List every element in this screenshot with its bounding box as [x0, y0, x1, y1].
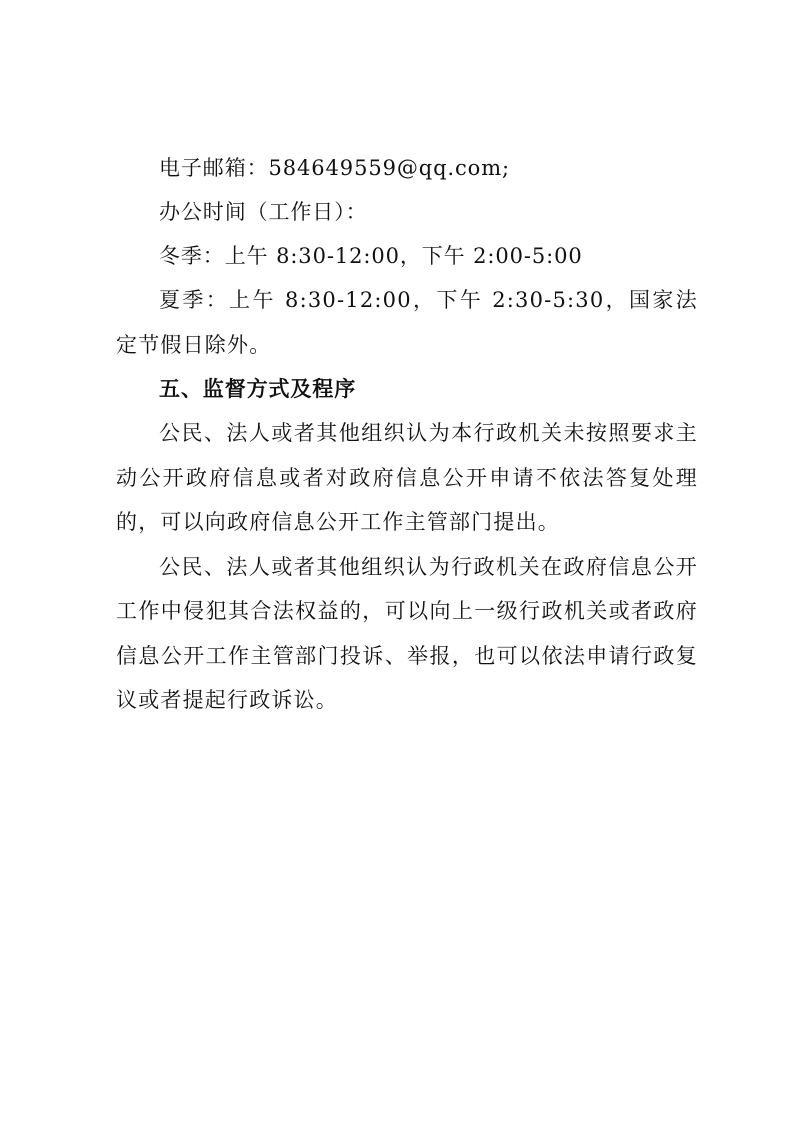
summer-hours: 夏季：上午 8:30-12:00，下午 2:30-5:30，国家法定节假日除外。: [116, 288, 698, 357]
office-hours-label: 办公时间（工作日）：: [159, 200, 368, 224]
winter-hours: 冬季：上午 8:30-12:00，下午 2:00-5:00: [159, 244, 583, 268]
supervision-paragraph-2: 公民、法人或者其他组织认为行政机关在政府信息公开工作中侵犯其合法权益的，可以向上一级行政机关或者政府信息公开工作主管部门投诉、举报，也可以依法申请行政复议或者提起行政诉讼。: [116, 554, 698, 712]
section-heading: 五、监督方式及程序: [159, 377, 357, 401]
document-body: [116, 146, 698, 723]
supervision-paragraph-1: 公民、法人或者其他组织认为本行政机关未按照要求主动公开政府信息或者对政府信息公开申请不依法答复处理的，可以向政府信息公开工作主管部门提出。: [116, 421, 698, 534]
email-line: 电子邮箱：584649559@qq.com;: [159, 156, 511, 180]
